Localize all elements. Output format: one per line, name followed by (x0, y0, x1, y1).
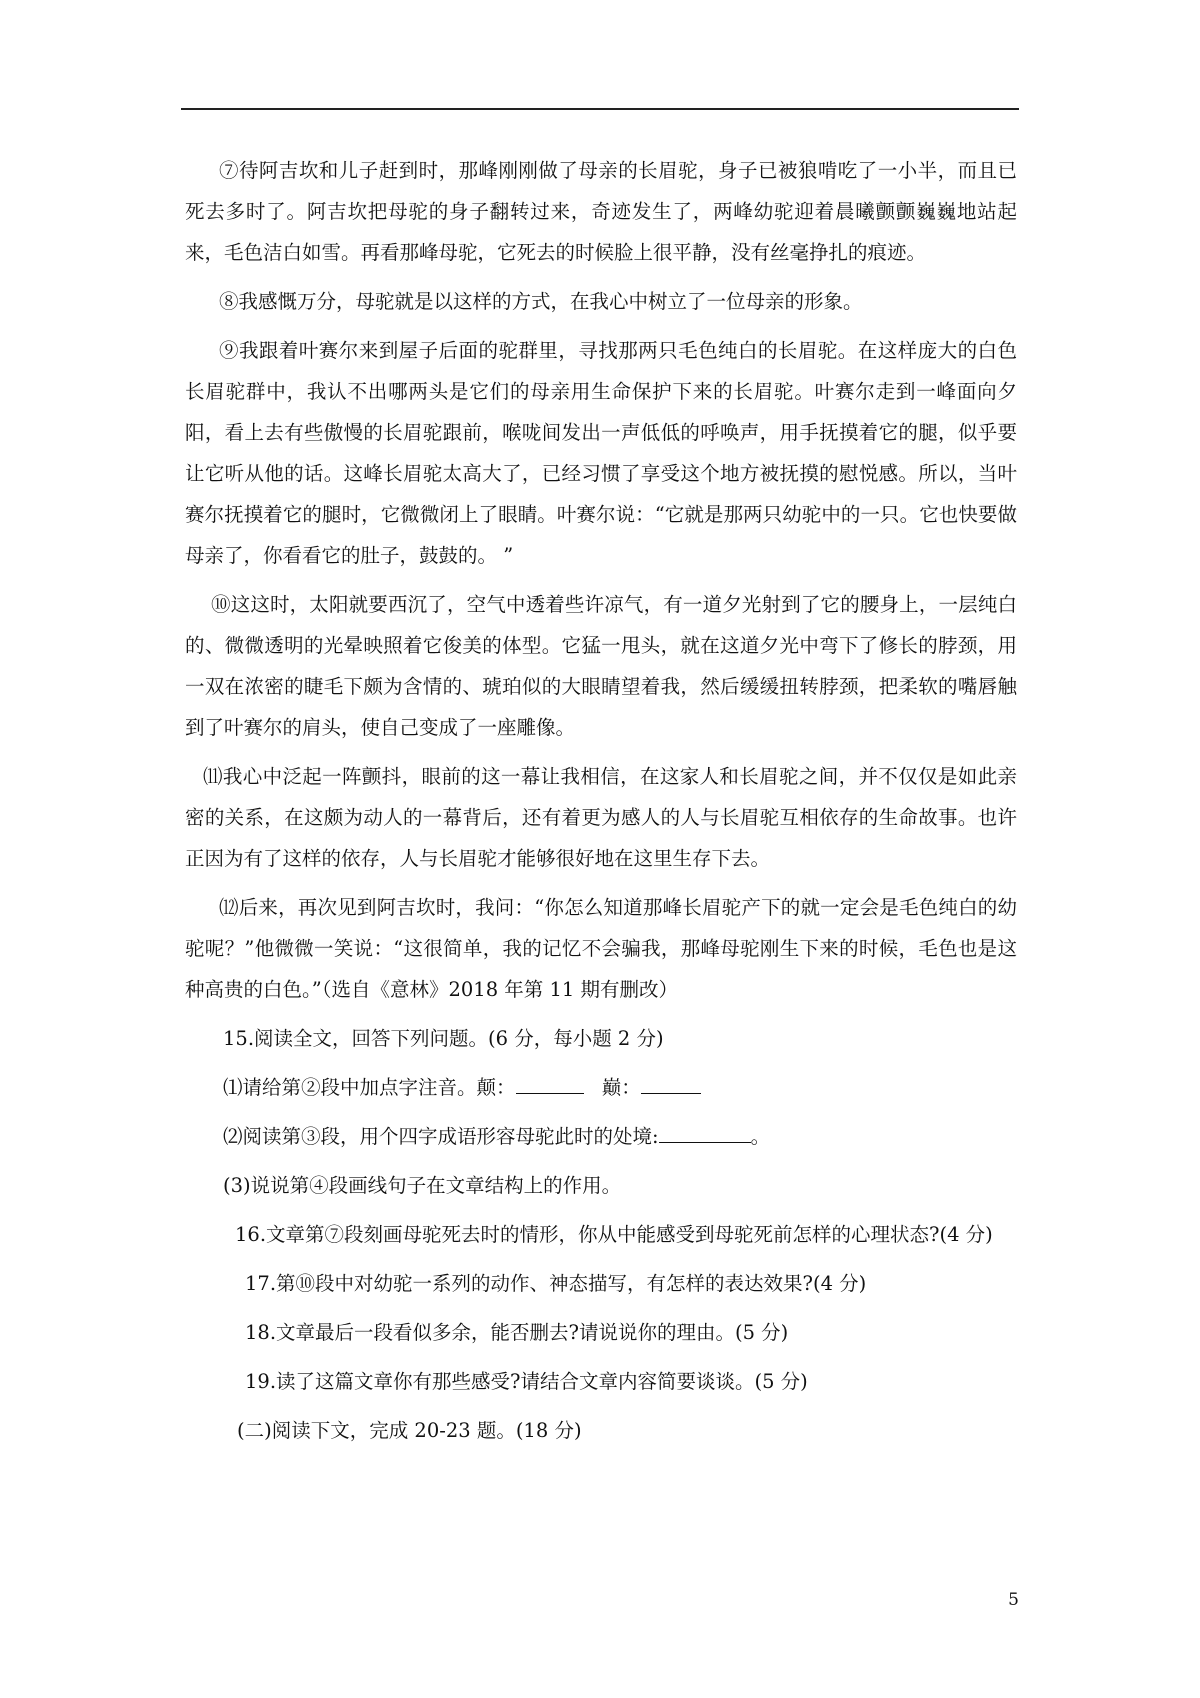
question-19: 19.读了这篇文章你有那些感受?请结合文章内容简要谈谈。(5 分) (245, 1370, 808, 1393)
question-17: 17.第⑩段中对幼驼一系列的动作、神态描写，有怎样的表达效果?(4 分) (245, 1272, 867, 1295)
section-2-heading: (二)阅读下文，完成 20-23 题。(18 分) (237, 1419, 582, 1442)
question-15-2 (185, 1116, 1017, 1157)
paragraph-11: ⑾我心中泛起一阵颤抖，眼前的这一幕让我相信，在这家人和长眉驼之间，并不仅仅是如此亲密的关系，在这颇为动人的一幕背后，还有着更为感人的人与长眉驼互相依存的生命故事。也许正因为有了这样的依存，人与长眉驼才能够很好地在这里生存下去。 (185, 765, 1017, 870)
question-15-3: (3)说说第④段画线句子在文章结构上的作用。 (223, 1174, 622, 1197)
page-number: 5 (1008, 1590, 1019, 1610)
header-rule (181, 108, 1019, 110)
paragraph-10: ⑩这这时，太阳就要西沉了，空气中透着些许凉气，有一道夕光射到了它的腰身上，一层纯白的、微微透明的光晕映照着它俊美的体型。它猛一甩头，就在这道夕光中弯下了修长的脖颈，用一双在浓密的睫毛下颇为含情的、琥珀似的大眼睛望着我，然后缓缓扭转脖颈，把柔软的嘴唇触到了叶赛尔的肩头，使自己变成了一座雕像。 (185, 593, 1017, 739)
question-15-1 (185, 1067, 1017, 1108)
answer-blank-2[interactable] (641, 1074, 701, 1095)
question-15-1-second-char: 巅： (601, 1076, 641, 1099)
question-15-2-suffix: 。 (750, 1125, 771, 1148)
question-15-2-text: ⑵阅读第③段，用个四字成语形容母驼此时的处境: (223, 1125, 659, 1148)
question-15: 15.阅读全文，回答下列问题。(6 分，每小题 2 分) (223, 1027, 664, 1050)
article-body (185, 150, 1017, 1459)
question-15-1-text: ⑴请给第②段中加点字注音。颠： (223, 1076, 516, 1099)
paragraph-9: ⑨我跟着叶赛尔来到屋子后面的驼群里，寻找那两只毛色纯白的长眉驼。在这样庞大的白色长眉驼群中，我认不出哪两头是它们的母亲用生命保护下来的长眉驼。叶赛尔走到一峰面向夕阳，看上去有些傲慢的长眉驼跟前，喉咙间发出一声低低的呼唤声，用手抚摸着它的腿，似乎要让它听从他的话。这峰长眉驼太高大了，已经习惯了享受这个地方被抚摸的慰悦感。所以，当叶赛尔抚摸着它的腿时，它微微闭上了眼睛。叶赛尔说：“它就是那两只幼驼中的一只。它也快要做母亲了，你看看它的肚子，鼓鼓的。 ” (185, 339, 1017, 567)
paragraph-12: ⑿后来，再次见到阿吉坎时，我问：“你怎么知道那峰长眉驼产下的就一定会是毛色纯白的幼驼呢？”他微微一笑说：“这很简单，我的记忆不会骗我，那峰母驼刚生下来的时候，毛色也是这种高贵的白色。”（选自《意林》2018 年第 11 期有删改） (185, 896, 1017, 1001)
answer-blank-1[interactable] (516, 1074, 584, 1095)
question-16: 16.文章第⑦段刻画母驼死去时的情形，你从中能感受到母驼死前怎样的心理状态?(4 分) (235, 1223, 993, 1246)
answer-blank-3[interactable] (659, 1123, 751, 1144)
question-18: 18.文章最后一段看似多余，能否删去?请说说你的理由。(5 分) (245, 1321, 789, 1344)
paragraph-7: ⑦待阿吉坎和儿子赶到时，那峰刚刚做了母亲的长眉驼，身子已被狼啃吃了一小半，而且已死去多时了。阿吉坎把母驼的身子翻转过来，奇迹发生了，两峰幼驼迎着晨曦颤颤巍巍地站起来，毛色洁白如雪。再看那峰母驼，它死去的时候脸上很平静，没有丝毫挣扎的痕迹。 (185, 159, 1017, 264)
paragraph-8: ⑧我感慨万分，母驼就是以这样的方式，在我心中树立了一位母亲的形象。 (219, 290, 863, 313)
